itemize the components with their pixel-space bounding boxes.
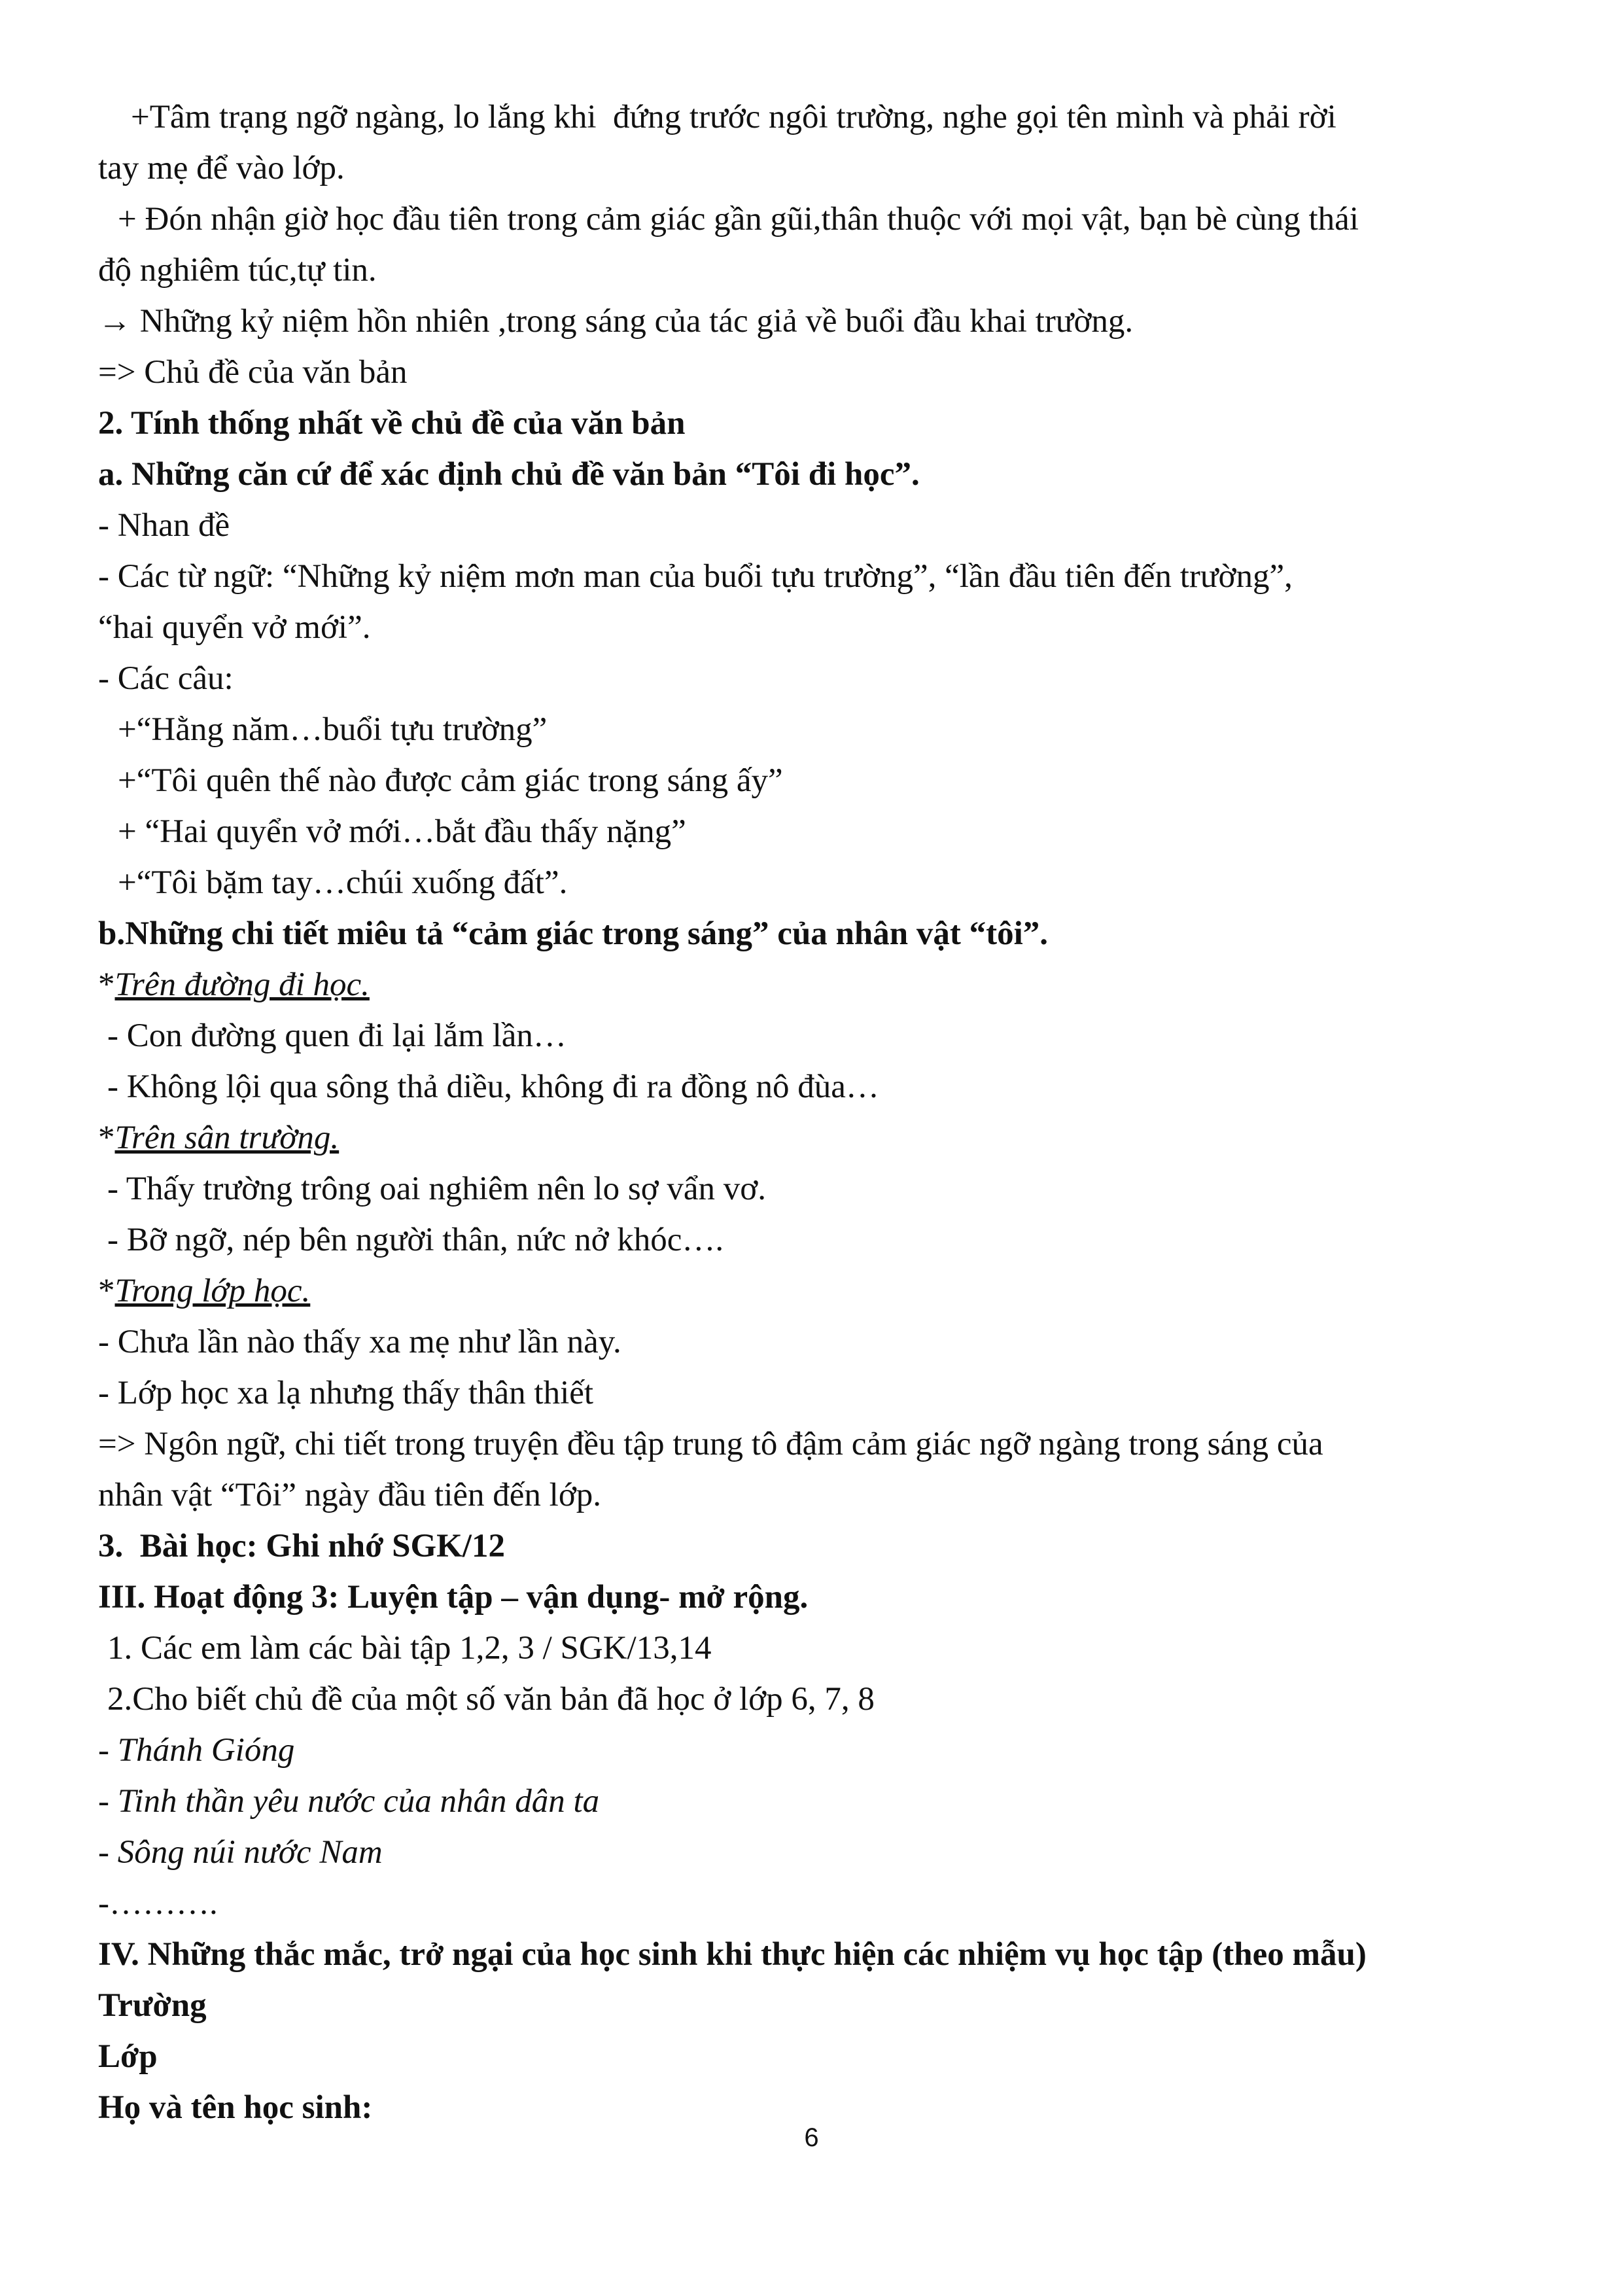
text-line: - Bỡ ngỡ, nép bên người thân, nức nở khóc…. [107,1222,724,1258]
subsection-title: Trong lớp học. [114,1273,311,1309]
text-line: - Thánh Gióng [98,1732,295,1769]
text-line: + Đón nhận giờ học đầu tiên trong cảm giác gần gũi,thân thuộc với mọi vật, bạn bè cùng thái [118,201,1359,238]
subsection-heading [98,1265,1531,1316]
text-line: “hai quyển vở mới”. [98,609,371,646]
form-field-label: Họ và tên học sinh: [98,2089,373,2126]
section-heading: a. Những căn cứ để xác định chủ đề văn bản “Tôi đi học”. [98,456,920,493]
bullet-star: * [98,966,115,1003]
text-line: - Con đường quen đi lại lắm lần… [107,1017,567,1054]
text-line: - Chưa lần nào thấy xa mẹ như lần này. [98,1324,621,1360]
text-line: tay mẹ để vào lớp. [98,150,345,186]
text-line: +“Hằng năm…buổi tựu trường” [118,711,548,748]
subsection-title: Trên sân trường. [114,1120,340,1156]
text-line: nhân vật “Tôi” ngày đầu tiên đến lớp. [98,1477,602,1513]
text-line: - Các câu: [98,660,234,697]
section-heading: III. Hoạt động 3: Luyện tập – vận dụng- mở rộng. [98,1579,809,1616]
text-line: → Những kỷ niệm hồn nhiên ,trong sáng của tác giả về buổi đầu khai trường. [98,303,1134,340]
form-field-label: Trường [98,1987,207,2024]
text-line: => Chủ đề của văn bản [98,354,408,391]
text-line: - Sông núi nước Nam [98,1834,383,1871]
section-heading: 2. Tính thống nhất về chủ đề của văn bản [98,405,686,442]
text-line: +“Tôi quên thế nào được cảm giác trong sáng ấy” [118,762,783,799]
text-line: - Thấy trường trông oai nghiêm nên lo sợ vẩn vơ. [107,1171,767,1207]
subsection-heading [98,1112,1531,1163]
text-line: - Các từ ngữ: “Những kỷ niệm mơn man của buổi tựu trường”, “lần đầu tiên đến trường”, [98,558,1293,595]
text-line: 2.Cho biết chủ đề của một số văn bản đã học ở lớp 6, 7, 8 [107,1681,875,1718]
text-line: -………. [98,1885,218,1922]
section-heading: 3. Bài học: Ghi nhớ SGK/12 [98,1528,505,1564]
text-line: +“Tôi bặm tay…chúi xuống đất”. [118,864,568,901]
page-number: 6 [804,2123,819,2152]
section-heading: b.Những chi tiết miêu tả “cảm giác trong sáng” của nhân vật “tôi”. [98,915,1049,952]
text-line: - Nhan đề [98,507,230,544]
text-line: - Lớp học xa lạ nhưng thấy thân thiết [98,1375,594,1411]
section-heading: IV. Những thắc mắc, trở ngại của học sinh khi thực hiện các nhiệm vụ học tập (theo mẫu) [98,1936,1367,1973]
bullet-star: * [98,1273,115,1309]
text-line: 1. Các em làm các bài tập 1,2, 3 / SGK/13,14 [107,1630,712,1667]
text-line: + “Hai quyển vở mới…bắt đầu thấy nặng” [118,813,686,850]
bullet-star: * [98,1120,115,1156]
text-line: => Ngôn ngữ, chi tiết trong truyện đều tập trung tô đậm cảm giác ngỡ ngàng trong sáng của [98,1426,1323,1462]
text-line: độ nghiêm túc,tự tin. [98,252,377,289]
text-line: - Tinh thần yêu nước của nhân dân ta [98,1783,600,1820]
text-line: +Tâm trạng ngỡ ngàng, lo lắng khi đứng trước ngôi trường, nghe gọi tên mình và phải rời [131,99,1336,135]
subsection-heading [98,959,1531,1010]
form-field-label: Lớp [98,2038,158,2075]
text-line: - Không lội qua sông thả diều, không đi ra đồng nô đùa… [107,1069,879,1105]
subsection-title: Trên đường đi học. [114,966,370,1003]
document-body [98,92,1531,2133]
